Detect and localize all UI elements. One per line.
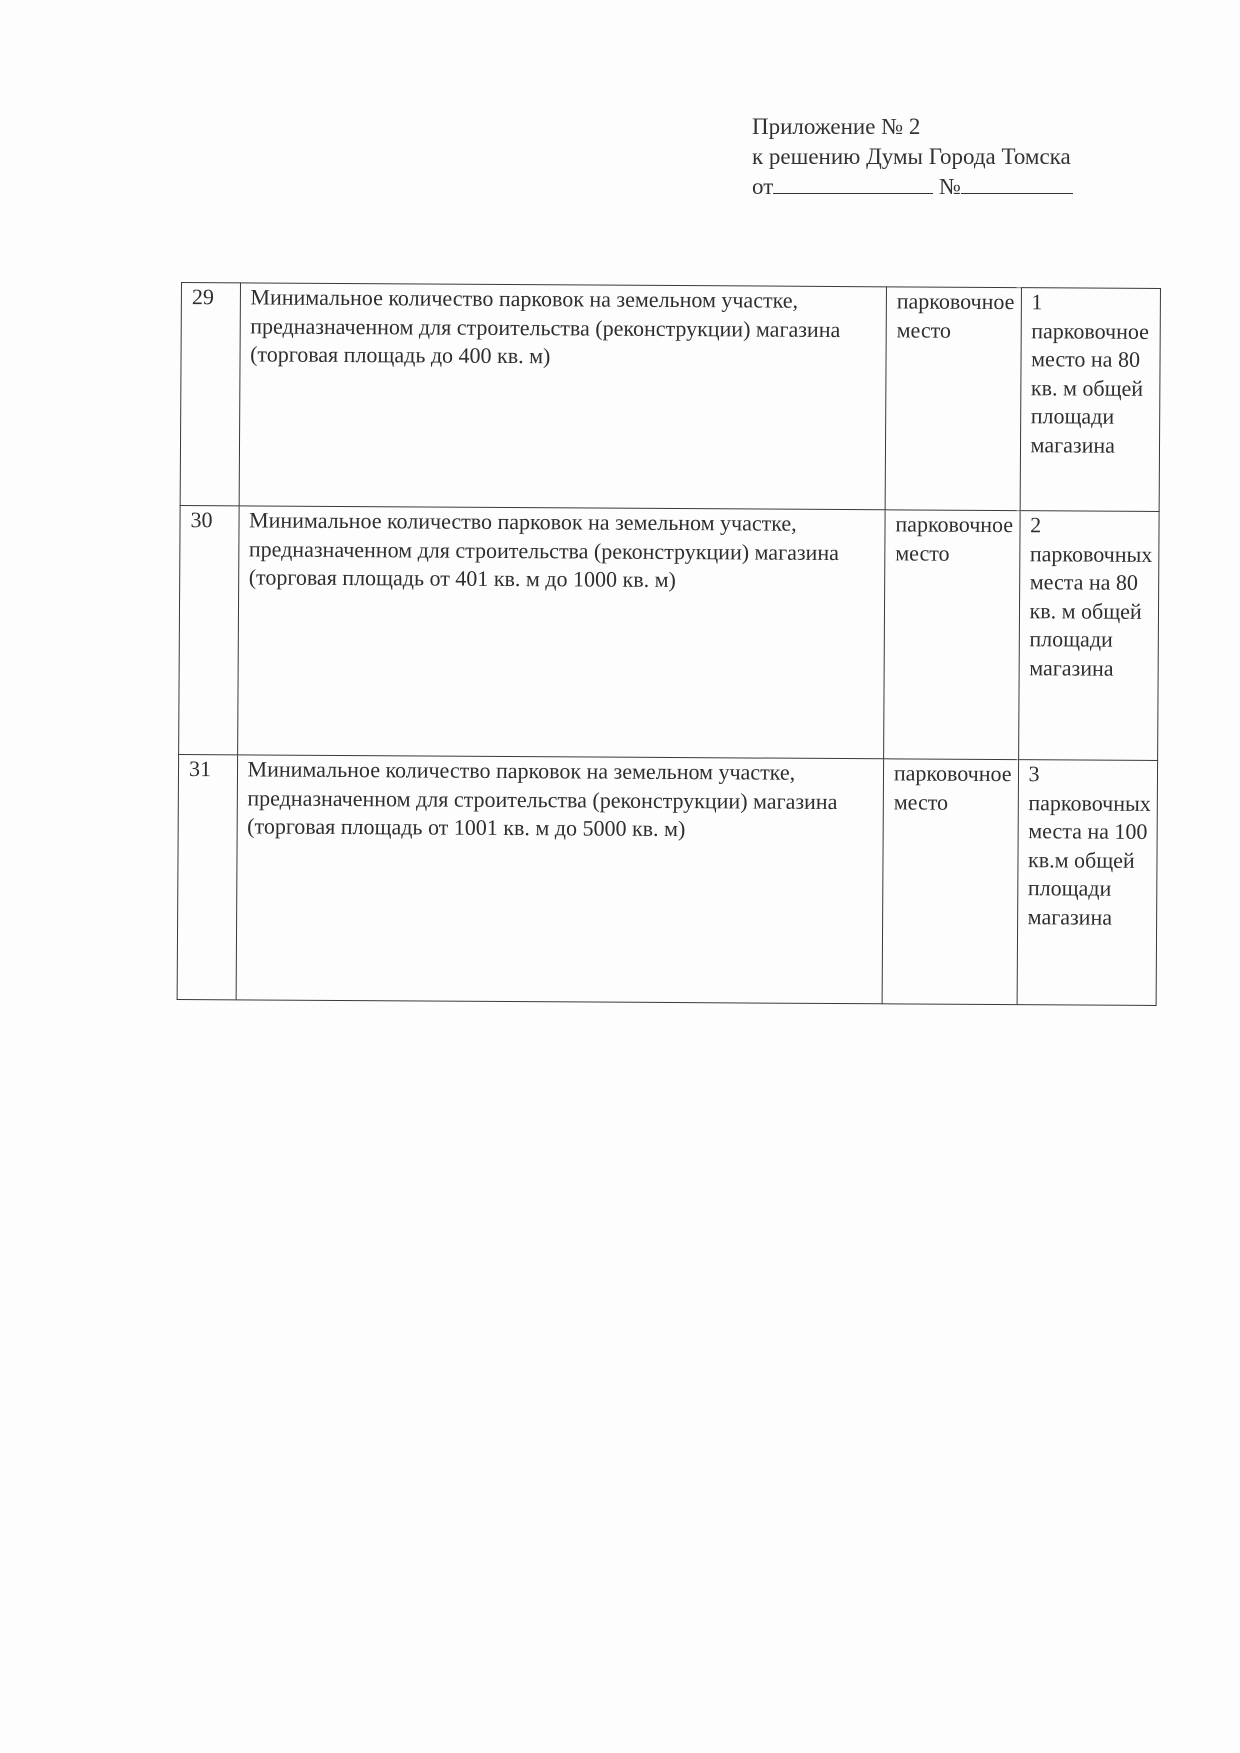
row-unit: парковочное место bbox=[882, 759, 1018, 1005]
row-number: 30 bbox=[179, 505, 239, 754]
row-number: 31 bbox=[177, 754, 237, 999]
number-prefix: № bbox=[939, 174, 961, 199]
table-row bbox=[179, 505, 1160, 760]
appendix-subtitle: к решению Думы Города Томска bbox=[752, 144, 1071, 169]
number-blank-field bbox=[961, 173, 1073, 194]
appendix-header bbox=[752, 112, 1073, 202]
table-row bbox=[180, 283, 1160, 512]
parking-norms-table bbox=[177, 282, 1161, 1006]
row-value: 3 парковочных места на 100 кв.м общей площади магазина bbox=[1017, 760, 1158, 1006]
row-description: Минимальное количество парковок на земельном участке, предназначенном для строительства (реконструкции) магазина (торговая площадь от 401 кв. м до 1000 кв. м) bbox=[237, 506, 885, 759]
row-value: 1 парковочное место на 80 кв. м общей площади магазина bbox=[1020, 288, 1161, 512]
row-value: 2 парковочных места на 80 кв. м общей площади магазина bbox=[1018, 511, 1159, 761]
row-unit: парковочное место bbox=[885, 287, 1021, 511]
row-description: Минимальное количество парковок на земельном участке, предназначенном для строительства (реконструкции) магазина (торговая площадь от 1001 кв. м до 5000 кв. м) bbox=[236, 755, 884, 1004]
date-prefix: от bbox=[752, 174, 774, 199]
date-blank-field bbox=[773, 173, 933, 194]
row-unit: парковочное место bbox=[884, 510, 1020, 760]
appendix-date-number-line bbox=[752, 172, 1073, 202]
table-row bbox=[177, 754, 1157, 1005]
row-description: Минимальное количество парковок на земельном участке, предназначенном для строительства (реконструкции) магазина (торговая площадь до 400 кв. м) bbox=[239, 283, 887, 510]
row-number: 29 bbox=[180, 283, 240, 506]
appendix-title: Приложение № 2 bbox=[752, 114, 921, 139]
